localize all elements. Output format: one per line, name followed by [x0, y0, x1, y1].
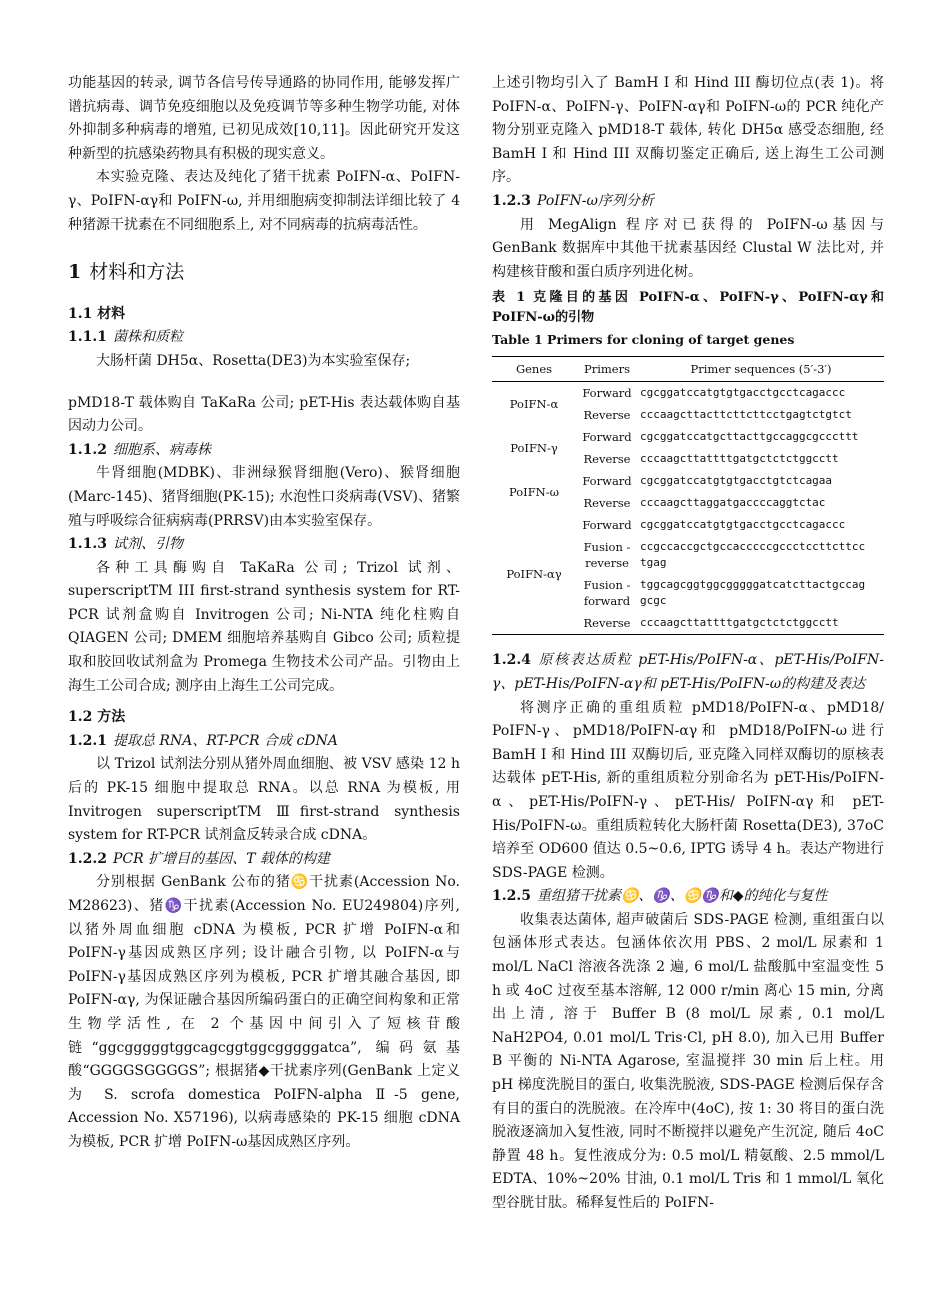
gene-cell: PoIFN-γ — [510, 441, 558, 456]
left-paragraph-2: 本实验克隆、表达及纯化了猪干扰素 PoIFN-α、PoIFN-γ、PoIFN-αγ和 PoIFN-ω, 并用细胞病变抑制法详细比较了 4 种猪源干扰素在不同细胞系上, 对不同病毒的抗病毒活性。 — [68, 169, 460, 233]
section-1-2-3-heading — [492, 190, 884, 214]
primer-cell: Forward — [582, 386, 632, 401]
sequence-cell: cgcggatccatgcttacttgccaggcgcccttt — [640, 430, 859, 444]
section-1-1-2-number: 1.1.2 — [68, 441, 107, 458]
primer-cell: Fusion -forward — [583, 578, 631, 609]
section-1-1-3-number: 1.1.3 — [68, 536, 107, 553]
left-paragraph-3b: pMD18-T 载体购自 TaKaRa 公司; pET-His 表达载体购自基因动力公司。 — [68, 394, 460, 435]
left-paragraph-1: 功能基因的转录, 调节各信号传导通路的协同作用, 能够发挥广谱抗病毒、调节免疫细胞以及免疫调节等多种生物学功能, 对体外抑制多种病毒的增殖, 已初见成效[10,11]。因此研究开发这种新型的抗感染药物具有积极的现实意义。 — [68, 75, 460, 162]
table-caption-en: Table 1 Primers for cloning of target genes — [492, 332, 795, 348]
section-1-2-4-number: 1.2.4 — [492, 652, 531, 669]
section-1-number: 1 — [68, 261, 82, 284]
primer-cell: Forward — [582, 518, 632, 533]
primer-cell: Reverse — [583, 616, 631, 631]
section-1-1-1-number: 1.1.1 — [68, 329, 107, 346]
section-1-1-2-title: 细胞系、病毒株 — [112, 441, 211, 458]
primer-cell: Reverse — [583, 452, 631, 467]
table-row — [492, 382, 884, 405]
paragraph-gap — [68, 374, 460, 392]
section-1-1-heading: 1.1 材料 — [68, 305, 126, 322]
primer-cell: Forward — [582, 430, 632, 445]
table-row — [492, 514, 884, 536]
section-1-2-1-heading — [68, 730, 460, 754]
sequence-cell: cccaagcttattttgatgctctctggcctt — [640, 452, 839, 466]
section-1-2-4-heading — [492, 649, 884, 696]
section-1-2-2-number: 1.2.2 — [68, 850, 107, 867]
gene-cell: PoIFN-α — [509, 397, 559, 412]
right-paragraph-4: 收集表达菌体, 超声破菌后 SDS-PAGE 检测, 重组蛋白以包涵体形式表达。包涵体依次用 PBS、2 mol/L 尿素和 1 mol/L NaCl 溶液各洗涤 2 遍, 6 mol/L 盐酸胍中室温变性 5 h 或 4oC 过夜至基本溶解, 12 000 r/min 离心 15 min, 分离出上清, 溶于 Buffer B (8 mol/L 尿素, 0.1 mol/L NaH2PO4, 0.01 mol/L Tris·Cl, pH 8.0), 加入已用 Buffer B 平衡的 Ni-NTA Agarose, 室温搅拌 30 min 后上柱。用 pH 梯度洗脱目的蛋白, 收集洗脱液, SDS-PAGE 检测后保存含有目的蛋白的洗脱液。在冷库中(4oC), 按 1: 30 将目的蛋白洗脱液逐滴加入复性液, 同时不断搅拌以避免产生沉淀, 随后 4oC 静置 48 h。复性液成分为: 0.5 mol/L 精氨酸、2.5 mmol/L EDTA、10%~20% 甘油, 0.1 mol/L Tris 和 1 mmol/L 氧化型谷胱甘肽。稀释复性后的 PoIFN- — [492, 911, 884, 1211]
table-row — [492, 426, 884, 448]
section-1-2-4-title: 原核表达质粒 pET-His/PoIFN-α、pET-His/PoIFN-γ、pET-His/PoIFN-αγ和 pET-His/PoIFN-ω的构建及表达 — [492, 652, 884, 692]
left-column — [68, 72, 460, 1155]
section-1-1-2-heading — [68, 439, 460, 463]
gene-cell: PoIFN-ω — [508, 485, 560, 500]
section-1-1-3-title: 试剂、引物 — [112, 536, 183, 553]
left-paragraph-3a: 大肠杆菌 DH5α、Rosetta(DE3)为本实验室保存; — [96, 352, 411, 369]
left-paragraph-7: 分别根据 GenBank 公布的猪♋干扰素(Accession No. M28623)、猪♑干扰素(Accession No. EU249804)序列, 以猪外周血细胞 cDNA 为模板, PCR 扩增 PoIFN-α和 PoIFN-γ基因成熟区序列; 设计融合引物, 以 PoIFN-α与 PoIFN-γ基因成熟区序列为模板, PCR 扩增其融合基因, 即 PoIFN-αγ, 为保证融合基因所编码蛋白的正确空间构象和正常生物学活性, 在 2 个基因中间引入了短核苷酸链“ggcgggggtggcagcggtggcgggggatca”, 编码氨基酸“GGGGSGGGGS”; 根据猪◆干扰素序列(GenBank 上定义为 S. scrofa domestica PoIFN-alpha Ⅱ-5 gene, Accession No. X57196), 以病毒感染的 PK-15 细胞 cDNA 为模板, PCR 扩增 PoIFN-ω基因成熟区序列。 — [68, 874, 460, 1150]
sequence-cell: cccaagcttacttcttcttcctgagtctgtct — [640, 408, 852, 422]
table-header-primers: Primers — [583, 362, 631, 377]
section-1-2-3-title: PoIFN-ω序列分析 — [536, 192, 654, 209]
gene-cell: PoIFN-αγ — [506, 567, 562, 582]
primer-cell: Fusion -reverse — [583, 540, 631, 571]
section-1-2-heading: 1.2 方法 — [68, 709, 126, 726]
sequence-cell: tggcagcggtggcgggggatcatcttactgccag gcgc — [640, 578, 866, 608]
primer-table — [492, 356, 884, 635]
table-spacer — [492, 635, 884, 649]
sequence-cell: cccaagcttattttgatgctctctggcctt — [640, 616, 839, 630]
right-paragraph-3: 将测序正确的重组质粒 pMD18/PoIFN-α、pMD18/ PoIFN-γ、pMD18/PoIFN-αγ和 pMD18/PoIFN-ω进行 BamH I 和 Hind III 双酶切后, 亚克隆入同样双酶切的原核表达载体 pET-His, 新的重组质粒分别命名为 pET-His/PoIFN- α、pET-His/PoIFN-γ、pET-His/ PoIFN-αγ和 pET-His/PoIFN-ω。重组质粒转化大肠杆菌 Rosetta(DE3), 37oC 培养至 OD600 值达 0.5~0.6, IPTG 诱导 4 h。表达产物进行 SDS-PAGE 检测。 — [492, 699, 884, 881]
section-1-1-1-title: 菌株和质粒 — [112, 329, 183, 346]
sequence-cell: cgcggatccatgtgtgacctgcctcagaccc — [640, 386, 846, 400]
section-1-2-5-heading — [492, 885, 884, 909]
section-1-2-1-title: 提取总 RNA、RT-PCR 合成 cDNA — [112, 732, 338, 749]
primer-cell: Forward — [582, 474, 632, 489]
right-paragraph-1: 上述引物均引入了 BamH I 和 Hind III 酶切位点(表 1)。将 PoIFN-α、PoIFN-γ、PoIFN-αγ和 PoIFN-ω的 PCR 纯化产物分别亚克隆入 pMD18-T 载体, 转化 DH5α 感受态细胞, 经 BamH I 和 Hind III 双酶切鉴定正确后, 送上海生工公司测序。 — [492, 75, 884, 186]
section-1-2-5-number: 1.2.5 — [492, 888, 531, 905]
table-header-genes: Genes — [515, 362, 553, 377]
table-header-row — [492, 357, 884, 382]
section-1-2-2-title: PCR 扩增目的基因、T 载体的构建 — [112, 850, 330, 867]
sequence-cell: cgcggatccatgtgtgacctgcctcagaccc — [640, 518, 846, 532]
section-1-1-3-heading — [68, 533, 460, 557]
section-1-heading — [68, 261, 460, 285]
section-1-title: 材料和方法 — [89, 261, 185, 284]
sequence-cell: cgcggatccatgtgtgacctgtctcagaa — [640, 474, 833, 488]
table-header-sequences: Primer sequences (5′-3′) — [690, 362, 832, 377]
section-1-1-1-heading — [68, 326, 460, 350]
table-row — [492, 470, 884, 492]
table-caption-cn: 表 1 克隆目的基因 PoIFN-α、PoIFN-γ、PoIFN-αγ和 PoIFN-ω的引物 — [492, 290, 884, 326]
section-1-2-3-number: 1.2.3 — [492, 192, 531, 209]
right-paragraph-2: 用 MegAlign 程序对已获得的 PoIFN-ω基因与 GenBank 数据库中其他干扰素基因经 Clustal W 法比对, 并构建核苷酸和蛋白质序列进化树。 — [492, 216, 884, 280]
primer-cell: Reverse — [583, 496, 631, 511]
left-paragraph-6: 以 Trizol 试剂法分别从猪外周血细胞、被 VSV 感染 12 h 后的 PK-15 细胞中提取总 RNA。以总 RNA 为模板, 用 Invitrogen superscriptTM Ⅲfirst-strand synthesis system for RT-PCR 试剂盒反转录合成 cDNA。 — [68, 756, 460, 844]
section-1-2-1-number: 1.2.1 — [68, 732, 107, 749]
sequence-cell: cccaagcttaggatgaccccaggtctac — [640, 496, 826, 510]
left-paragraph-5: 各种工具酶购自 TaKaRa 公司; Trizol 试剂、superscriptTM III first-strand synthesis system for RT-PCR 试剂盒购自 Invitrogen 公司; Ni-NTA 纯化柱购自 QIAGEN 公司; DMEM 细胞培养基购自 Gibco 公司; 质粒提取和胶回收试剂盒为 Promega 生物技术公司产品。引物由上海生工公司合成; 测序由上海生工公司完成。 — [68, 559, 460, 694]
section-1-2-2-heading — [68, 848, 460, 872]
left-paragraph-4: 牛肾细胞(MDBK)、非洲绿猴肾细胞(Vero)、猴肾细胞(Marc-145)、猪肾细胞(PK-15); 水泡性口炎病毒(VSV)、猪繁殖与呼吸综合征病病毒(PRRSV)由本实验室保存。 — [68, 465, 460, 529]
right-column — [492, 72, 884, 1216]
primer-cell: Reverse — [583, 408, 631, 423]
section-1-2-5-title: 重组猪干扰素♋、♑、♋♑和◆的纯化与复性 — [536, 888, 828, 905]
sequence-cell: ccgccaccgctgccacccccgccctccttcttcc tgag — [640, 540, 866, 570]
